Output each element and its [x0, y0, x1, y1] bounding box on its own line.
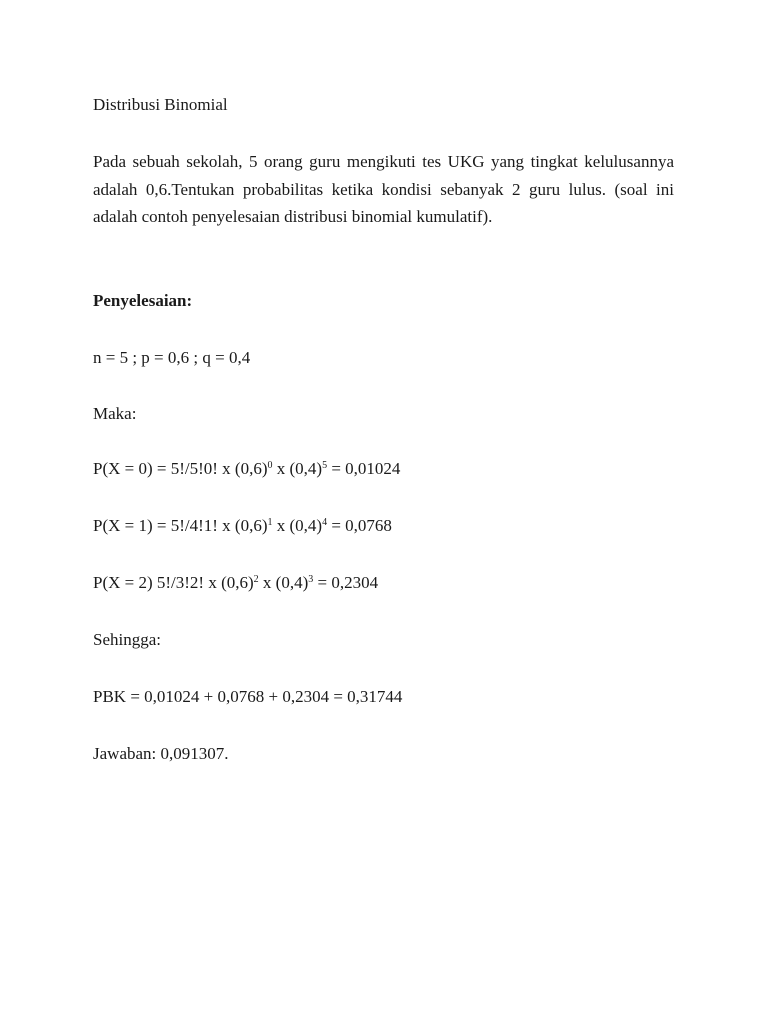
equation-x2 [93, 574, 378, 591]
equation-x2-exponent-2: 3 [308, 574, 314, 585]
document-title: Distribusi Binomial [93, 95, 228, 114]
equation-x1-part-a: P(X = 1) = 5!/4!1! x (0,6) [93, 516, 268, 535]
equation-x1 [93, 517, 392, 534]
sehingga-label: Sehingga: [93, 630, 161, 649]
equation-x0 [93, 460, 400, 477]
parameters-line: n = 5 ; p = 0,6 ; q = 0,4 [93, 348, 251, 367]
maka-label: Maka: [93, 404, 137, 423]
equation-x0-exponent-1: 0 [267, 460, 273, 471]
problem-paragraph: Pada sebuah sekolah, 5 orang guru mengikuti tes UKG yang tingkat kelulusannya adalah 0,6.Tentukan probabilitas ketika kondisi sebanyak 2 guru lulus. (soal ini adalah contoh penyelesaian distribusi binomial kumulatif). [93, 152, 674, 226]
equation-x1-exponent-2: 4 [322, 517, 328, 528]
equation-x2-result: = 0,2304 [313, 573, 379, 592]
equation-x0-part-b: x (0,4) [272, 459, 323, 478]
equation-x0-part-a: P(X = 0) = 5!/5!0! x (0,6) [93, 459, 268, 478]
equation-x1-result: = 0,0768 [327, 516, 392, 535]
pbk-equation: PBK = 0,01024 + 0,0768 + 0,2304 = 0,31744 [93, 687, 403, 706]
equation-x0-result: = 0,01024 [327, 459, 401, 478]
equation-x2-part-a: P(X = 2) 5!/3!2! x (0,6) [93, 573, 254, 592]
equation-x1-exponent-1: 1 [267, 517, 273, 528]
equation-x2-part-b: x (0,4) [258, 573, 309, 592]
equation-x2-exponent-1: 2 [253, 574, 259, 585]
equation-x1-part-b: x (0,4) [272, 516, 323, 535]
equation-x0-exponent-2: 5 [322, 460, 328, 471]
solution-heading: Penyelesaian: [93, 291, 193, 310]
answer-line: Jawaban: 0,091307. [93, 744, 229, 763]
